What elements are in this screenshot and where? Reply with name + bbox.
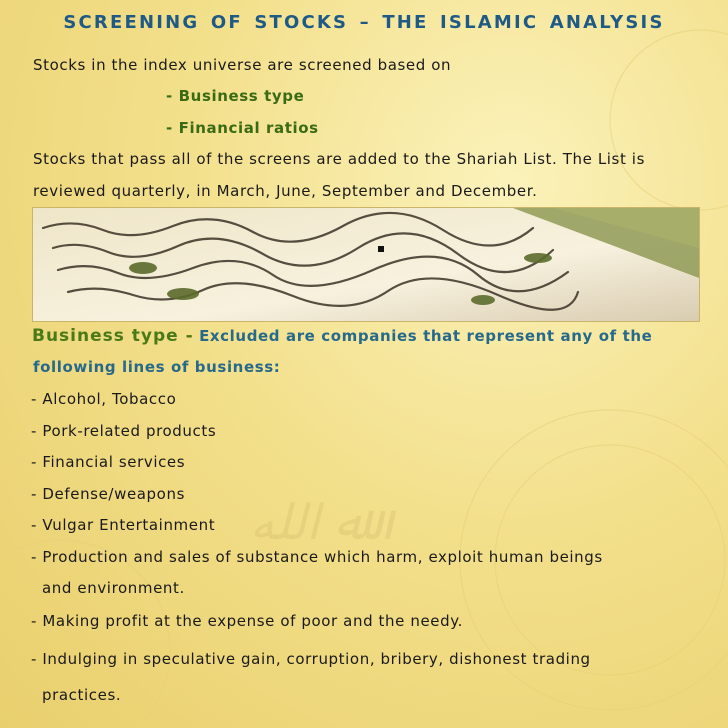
list-item: - Alcohol, Tobacco xyxy=(31,390,177,408)
quran-page-image xyxy=(32,207,700,322)
list-item: - Financial services xyxy=(31,453,186,471)
paragraph-line-1: Stocks that pass all of the screens are added to the Shariah List. The List is xyxy=(33,150,645,168)
business-type-description: Excluded are companies that represent any of the xyxy=(199,327,653,345)
list-item: - Production and sales of substance which harm, exploit human beings xyxy=(31,548,603,566)
list-item-continuation: and environment. xyxy=(42,579,185,597)
business-type-heading xyxy=(32,326,652,346)
list-item: - Defense/weapons xyxy=(31,485,185,503)
page-title: SCREENING OF STOCKS – THE ISLAMIC ANALYSIS xyxy=(63,12,665,33)
intro-text: Stocks in the index universe are screened based on xyxy=(33,56,452,74)
list-item: - Pork-related products xyxy=(31,422,217,440)
paragraph-line-2: reviewed quarterly, in March, June, September and December. xyxy=(33,182,538,200)
list-item: - Making profit at the expense of poor and the needy. xyxy=(31,612,463,630)
business-type-description-cont: following lines of business: xyxy=(33,358,281,376)
criterion-business-type: - Business type xyxy=(166,87,305,105)
business-type-label: Business type - xyxy=(32,326,194,346)
list-item-continuation: practices. xyxy=(42,686,122,704)
criterion-financial-ratios: - Financial ratios xyxy=(166,119,319,137)
list-item: - Indulging in speculative gain, corruption, bribery, dishonest trading xyxy=(31,650,591,668)
watermark-calligraphy: ﷲ الله xyxy=(250,495,363,551)
list-item: - Vulgar Entertainment xyxy=(31,516,216,534)
